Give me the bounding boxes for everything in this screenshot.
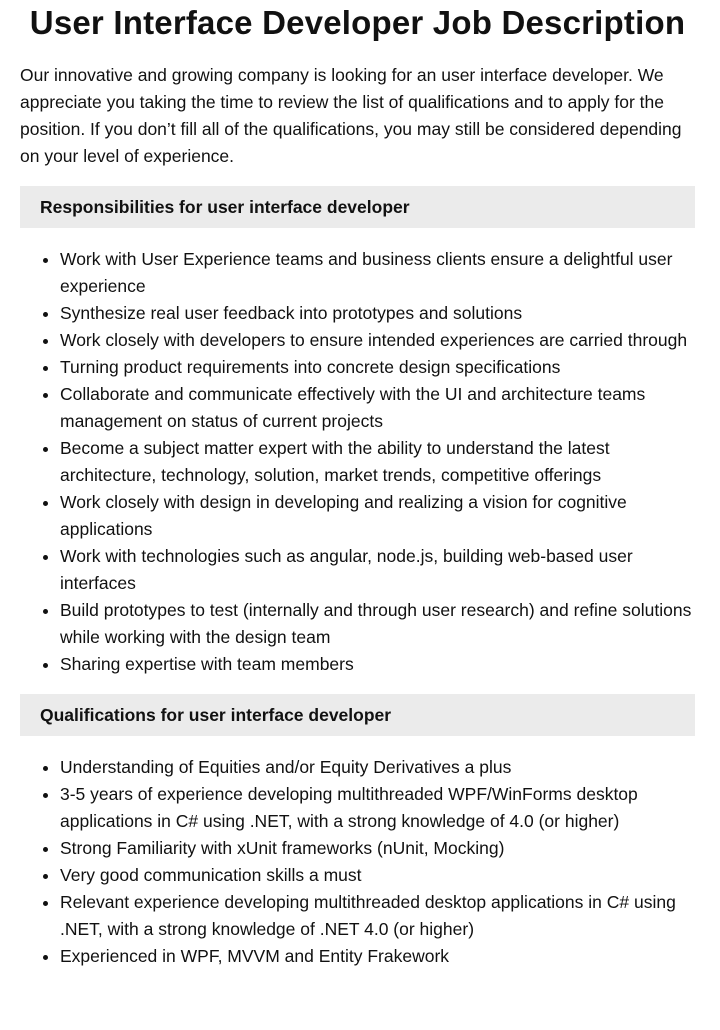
list-item: • Turning product requirements into concrete design specifications	[60, 354, 695, 381]
list-item: • Understanding of Equities and/or Equity Derivatives a plus	[60, 754, 695, 781]
intro-paragraph: Our innovative and growing company is looking for an user interface developer. We appreciate you taking the time to review the list of qualifications and to apply for the position. If you don’t fill all of the qualifications, you may still be considered depending on your level of experience.	[20, 65, 682, 166]
list-item: • Strong Familiarity with xUnit frameworks (nUnit, Mocking)	[60, 835, 695, 862]
list-item: • Work with User Experience teams and business clients ensure a delightful user experience	[60, 246, 695, 300]
qualifications-heading: Qualifications for user interface developer	[20, 694, 695, 736]
list-item: • Become a subject matter expert with the ability to understand the latest architecture, technology, solution, market trends, competitive offerings	[60, 435, 695, 489]
list-item: • Sharing expertise with team members	[60, 651, 695, 678]
responsibilities-list	[20, 246, 695, 678]
list-item: • Build prototypes to test (internally and through user research) and refine solutions while working with the design team	[60, 597, 695, 651]
list-item: • Work with technologies such as angular, node.js, building web-based user interfaces	[60, 543, 695, 597]
responsibilities-heading: Responsibilities for user interface developer	[20, 186, 695, 228]
list-item: • Very good communication skills a must	[60, 862, 695, 889]
qualifications-list	[20, 754, 695, 970]
list-item: • Synthesize real user feedback into prototypes and solutions	[60, 300, 695, 327]
page-title: User Interface Developer Job Description	[29, 4, 686, 41]
list-item: • Work closely with design in developing and realizing a vision for cognitive applications	[60, 489, 695, 543]
list-item: • Collaborate and communicate effectively with the UI and architecture teams management on status of current projects	[60, 381, 695, 435]
list-item: • Relevant experience developing multithreaded desktop applications in C# using .NET, with a strong knowledge of .NET 4.0 (or higher)	[60, 889, 695, 943]
list-item: • Experienced in WPF, MVVM and Entity Frakework	[60, 943, 695, 970]
list-item: • 3-5 years of experience developing multithreaded WPF/WinForms desktop applications in C# using .NET, with a strong knowledge of 4.0 (or higher)	[60, 781, 695, 835]
list-item: • Work closely with developers to ensure intended experiences are carried through	[60, 327, 695, 354]
